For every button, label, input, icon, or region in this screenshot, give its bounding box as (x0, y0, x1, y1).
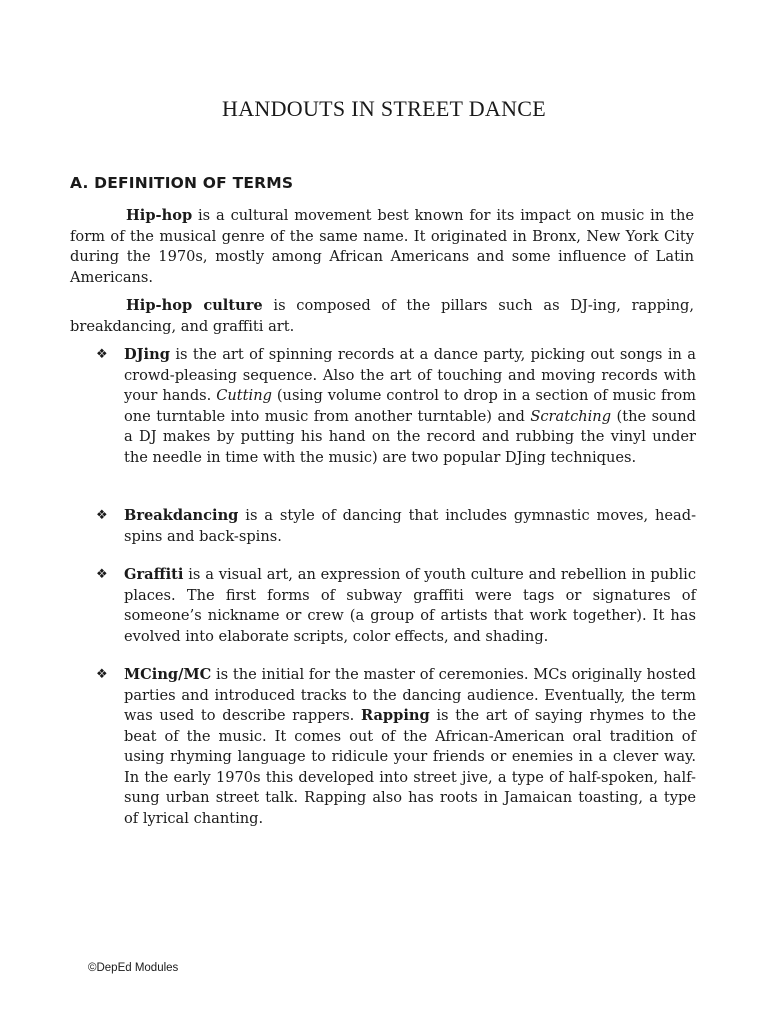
graffiti-term: Graffiti (124, 566, 184, 583)
mcing-definition-part1: is the initial for the master of ceremonies. MCs originally hosted parties and introduced tracks to the dancing audience. Eventually, the term was used to describe rappers. (124, 666, 696, 724)
document-title: HANDOUTS IN STREET DANCE (222, 96, 546, 121)
rapping-term: Rapping (361, 707, 430, 724)
hiphop-culture-paragraph (70, 296, 694, 337)
diamond-bullet-icon: ❖ (96, 567, 108, 582)
hiphop-culture-definition: is composed of the pillars such as DJ-ing, rapping, breakdancing, and graffiti art. (70, 297, 694, 335)
diamond-bullet-icon: ❖ (96, 347, 108, 362)
hiphop-term: Hip-hop (126, 207, 193, 224)
bullet-breakdancing (96, 506, 696, 547)
section-heading: A. DEFINITION OF TERMS (70, 174, 294, 192)
hiphop-culture-term: Hip-hop culture (126, 297, 263, 314)
graffiti-definition: is a visual art, an expression of youth culture and rebellion in public places. The first forms of subway graffiti were tags or signatures of someone’s nickname or crew (a group of artists that work together). It has evolved into elaborate scripts, color effects, and shading. (124, 566, 696, 645)
breakdancing-term: Breakdancing (124, 507, 239, 524)
diamond-bullet-icon: ❖ (96, 508, 108, 523)
djing-definition-part3: (the sound a DJ makes by putting his hand on the record and rubbing the vinyl under the needle in time with the music) are two popular DJing techniques. (124, 407, 696, 466)
hiphop-definition: is a cultural movement best known for its impact on music in the form of the musical genre of the same name. It originated in Bronx, New York City during the 1970s, mostly among African Americans and some influence of Latin Americans. (70, 207, 694, 286)
scratching-term: Scratching (530, 407, 612, 425)
bullet-djing (96, 345, 696, 468)
djing-text (124, 345, 696, 468)
bullet-graffiti (96, 565, 696, 647)
breakdancing-definition: is a style of dancing that includes gymnastic moves, head-spins and back-spins. (124, 507, 696, 545)
bullet-mcing (96, 665, 696, 829)
mcing-definition-part2: is the art of saying rhymes to the beat of the music. It comes out of the African-American oral tradition of using rhyming language to ridicule your friends or enemies in a clever way. In the early 1970s this developed into street jive, a type of half-spoken, half-sung urban street talk. Rapping also has roots in Jamaican toasting, a type of lyrical chanting. (124, 707, 696, 827)
graffiti-text (124, 565, 696, 647)
mcing-text (124, 665, 696, 829)
cutting-term: Cutting (216, 387, 272, 404)
footer-credit: ©DepEd Modules (88, 962, 179, 974)
djing-definition-part2: (using volume control to drop in a section of music from one turntable into music from another turntable) and (124, 387, 696, 425)
breakdancing-text (124, 506, 696, 547)
mcing-term: MCing/MC (124, 666, 212, 683)
diamond-bullet-icon: ❖ (96, 667, 108, 682)
djing-definition-part1: is the art of spinning records at a dance party, picking out songs in a crowd-pleasing sequence. Also the art of touching and moving records with your hands. (124, 346, 696, 404)
hiphop-paragraph (70, 206, 694, 288)
djing-term: DJing (124, 346, 170, 363)
